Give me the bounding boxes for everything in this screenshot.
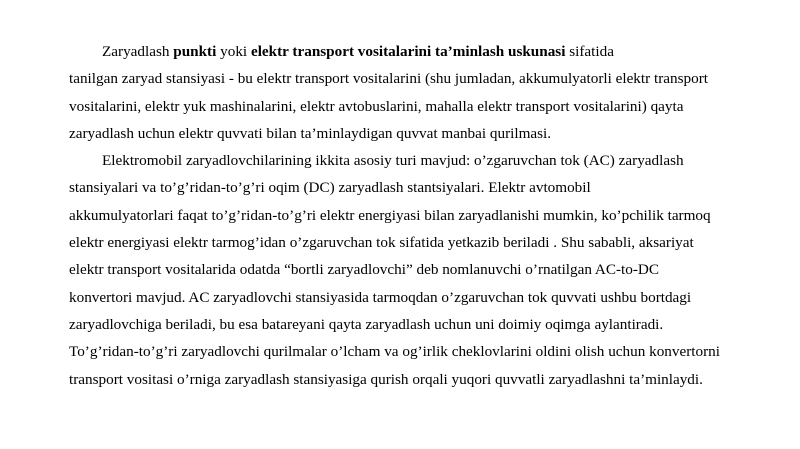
text-line: vositalarini, elektr yuk mashinalarini, elektr avtobuslarini, mahalla elektr transport vositalarini) qayta xyxy=(69,97,684,115)
text-line: transport vositasi o’rniga zaryadlash stansiyasiga qurish orqali yuqori quvvatli zaryadlashni ta’minlaydi. xyxy=(69,370,703,388)
text-line: Elektromobil zaryadlovchilarining ikkita asosiy turi mavjud: o’zgaruvchan tok (AC) zaryadlash xyxy=(102,152,684,170)
text-line: zaryadlovchiga beriladi, bu esa batareyani qayta zaryadlash uchun uni doimiy oqimga aylantiradi. xyxy=(69,315,664,333)
bold-term-equipment: elektr transport vositalarini ta’minlash uskunasi xyxy=(250,43,566,60)
paragraph-1 xyxy=(69,38,759,147)
text-line xyxy=(69,38,759,65)
text-line: elektr transport vositalarida odatda “bortli zaryadlovchi” deb nomlanuvchi o’rnatilgan AC-to-DC xyxy=(69,261,660,279)
text-run: Zaryadlash xyxy=(102,43,174,60)
bold-term-punkti: punkti xyxy=(173,43,217,60)
text-line: To’g’ridan-to’g’ri zaryadlovchi qurilmalar o’lcham va og’irlik cheklovlarini oldini olish uchun konvertorni xyxy=(69,343,720,361)
text-line: konvertori mavjud. AC zaryadlovchi stansiyasida tarmoqdan o’zgaruvchan tok quvvati ushbu bortdagi xyxy=(69,288,692,306)
text-line: tanilgan zaryad stansiyasi - bu elektr transport vositalarini (shu jumladan, akkumulyatorli elektr transport xyxy=(69,70,708,88)
text-line: elektr energiyasi elektr tarmog’idan o’zgaruvchan tok sifatida yetkazib beriladi . Shu sababli, aksariyat xyxy=(69,234,694,252)
document-body xyxy=(69,38,759,393)
text-line: akkumulyatorlari faqat to’g’ridan-to’g’ri elektr energiyasi bilan zaryadlanishi mumkin, ko’pchilik tarmoq xyxy=(69,206,711,224)
text-line: zaryadlash uchun elektr quvvati bilan ta’minlaydigan quvvat manbai qurilmasi. xyxy=(69,124,552,142)
paragraph-2 xyxy=(69,147,759,393)
text-line: stansiyalari va to’g’ridan-to’g’ri oqim (DC) zaryadlash stantsiyalari. Elektr avtomobil xyxy=(69,179,591,197)
text-run: sifatida xyxy=(565,43,614,60)
text-run: yoki xyxy=(216,43,251,60)
